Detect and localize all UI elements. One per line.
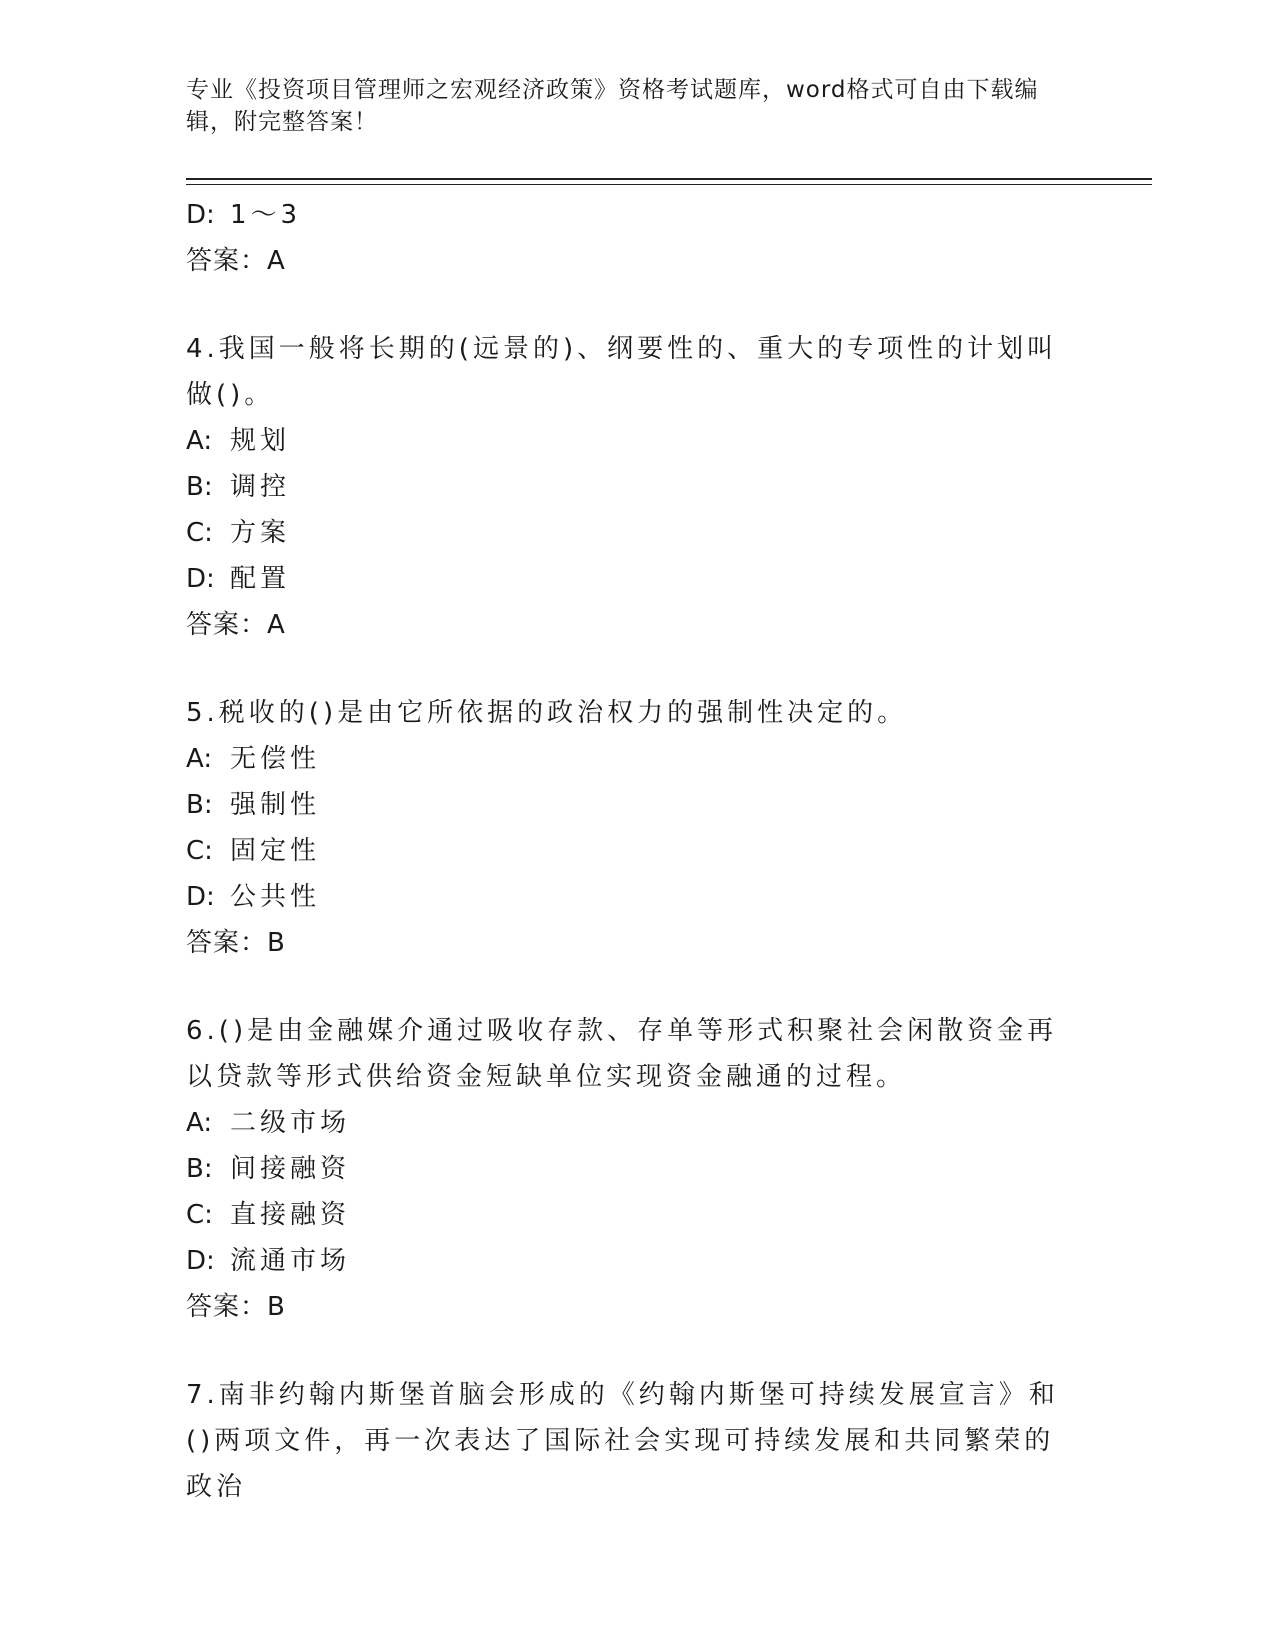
option-text: 间接融资 [230, 1154, 351, 1184]
option-key: C: [186, 1200, 213, 1230]
option-a [186, 736, 1066, 782]
option-c [186, 828, 1066, 874]
option-key: A: [186, 426, 213, 456]
page-header: 专业《投资项目管理师之宏观经济政策》资格考试题库，word格式可自由下载编辑，附完整答案！ [186, 77, 1039, 135]
option-text: 方案 [230, 518, 291, 548]
option-key: B: [186, 472, 213, 502]
option-text: 流通市场 [230, 1246, 351, 1276]
option-text: 强制性 [230, 790, 321, 820]
document-body [186, 192, 1066, 1510]
option-key: C: [186, 518, 213, 548]
option-c [186, 1192, 1066, 1238]
question-text: 6.()是由金融媒介通过吸收存款、存单等形式积聚社会闲散资金再以贷款等形式供给资金短缺单位实现资金融通的过程。 [186, 1016, 1058, 1092]
question-text: 5.税收的()是由它所依据的政治权力的强制性决定的。 [186, 698, 908, 728]
option-text: 规划 [230, 426, 291, 456]
option-d [186, 556, 1066, 602]
option-key: B: [186, 790, 213, 820]
option-text: 直接融资 [230, 1200, 351, 1230]
answer-line: 答案：B [186, 928, 286, 958]
option-key: D: [186, 1246, 215, 1276]
option-key: A: [186, 744, 213, 774]
question-5 [186, 690, 1066, 966]
option-c [186, 510, 1066, 556]
option-text: 固定性 [230, 836, 321, 866]
option-b [186, 464, 1066, 510]
question-6 [186, 1008, 1066, 1330]
option-a [186, 1100, 1066, 1146]
question-text: 4.我国一般将长期的(远景的)、纲要性的、重大的专项性的计划叫做()。 [186, 334, 1058, 410]
option-b [186, 782, 1066, 828]
option-key: D: [186, 200, 215, 230]
option-a [186, 418, 1066, 464]
option-d [186, 192, 1066, 238]
question-text: 7.南非约翰内斯堡首脑会形成的《约翰内斯堡可持续发展宣言》和()两项文件，再一次表达了国际社会实现可持续发展和共同繁荣的政治 [186, 1380, 1059, 1502]
option-text: 公共性 [230, 882, 321, 912]
option-text: 调控 [230, 472, 291, 502]
option-key: B: [186, 1154, 213, 1184]
option-key: C: [186, 836, 213, 866]
option-d [186, 874, 1066, 920]
prev-question-tail [186, 192, 1066, 284]
option-key: D: [186, 564, 215, 594]
answer-line: 答案：A [186, 246, 286, 276]
option-text: 配置 [230, 564, 291, 594]
question-4 [186, 326, 1066, 648]
option-text: 无偿性 [230, 744, 321, 774]
answer-line: 答案：A [186, 610, 286, 640]
header-rule-thin [186, 184, 1152, 185]
option-text: 二级市场 [230, 1108, 351, 1138]
option-d [186, 1238, 1066, 1284]
option-key: A: [186, 1108, 213, 1138]
option-b [186, 1146, 1066, 1192]
answer-line: 答案：B [186, 1292, 286, 1322]
question-7 [186, 1372, 1066, 1510]
option-key: D: [186, 882, 215, 912]
option-text: 1～3 [230, 200, 302, 230]
header-rule-thick [186, 178, 1152, 180]
